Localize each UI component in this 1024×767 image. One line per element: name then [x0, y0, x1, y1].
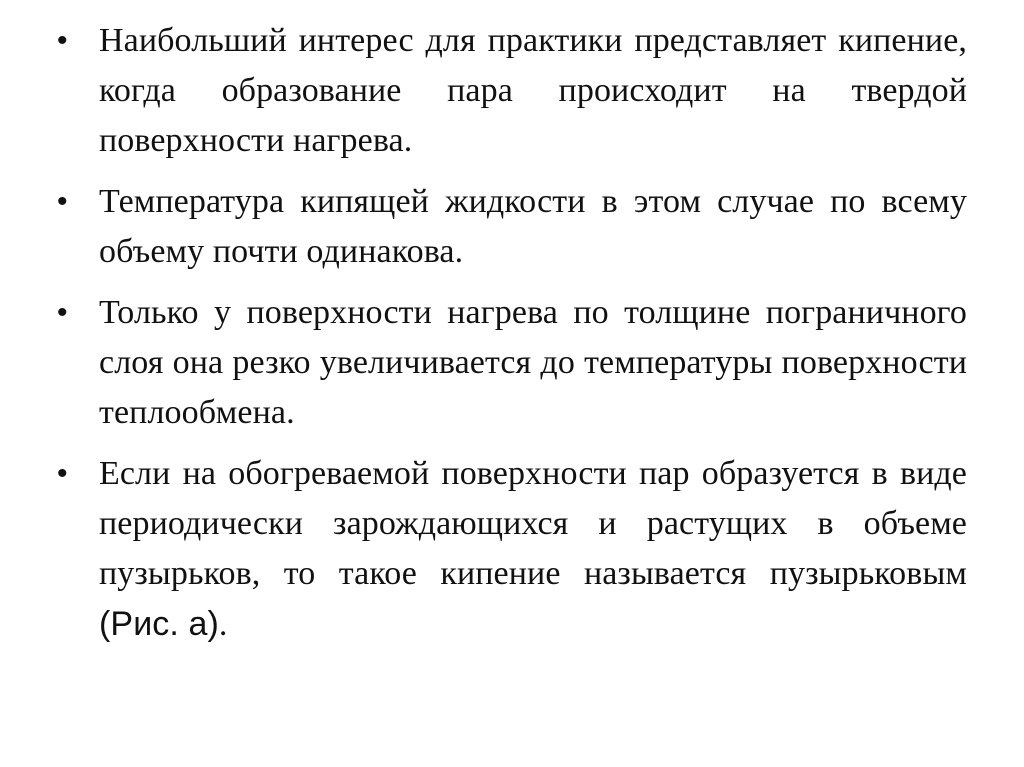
bullet-text: Температура кипящей жидкости в этом случае по всему объему почти одинакова.	[99, 183, 967, 270]
bullet-text: Если на обогреваемой поверхности пар образуется в виде периодически зарождающихся и растущих в объеме пузырьков, то такое кипение называется пузырьковым	[99, 455, 967, 592]
bullet-trailing-punctuation: .	[218, 606, 228, 643]
figure-reference: (Рис. а)	[99, 605, 219, 643]
bullet-text: Наибольший интерес для практики представляет кипение, когда образование пара происходит на твердой поверхности нагрева.	[99, 22, 967, 159]
bullet-text: Только у поверхности нагрева по толщине пограничного слоя она резко увеличивается до температуры поверхности теплообмена.	[99, 294, 967, 431]
bullet-marker: •	[57, 296, 68, 329]
bullet-item-4	[55, 449, 967, 650]
bullet-marker: •	[57, 185, 68, 218]
bullet-item-1	[55, 16, 967, 166]
bullet-list	[55, 16, 967, 661]
bullet-marker: •	[57, 457, 68, 490]
bullet-item-3	[55, 288, 967, 438]
bullet-item-2	[55, 177, 967, 277]
bullet-marker: •	[57, 24, 68, 57]
